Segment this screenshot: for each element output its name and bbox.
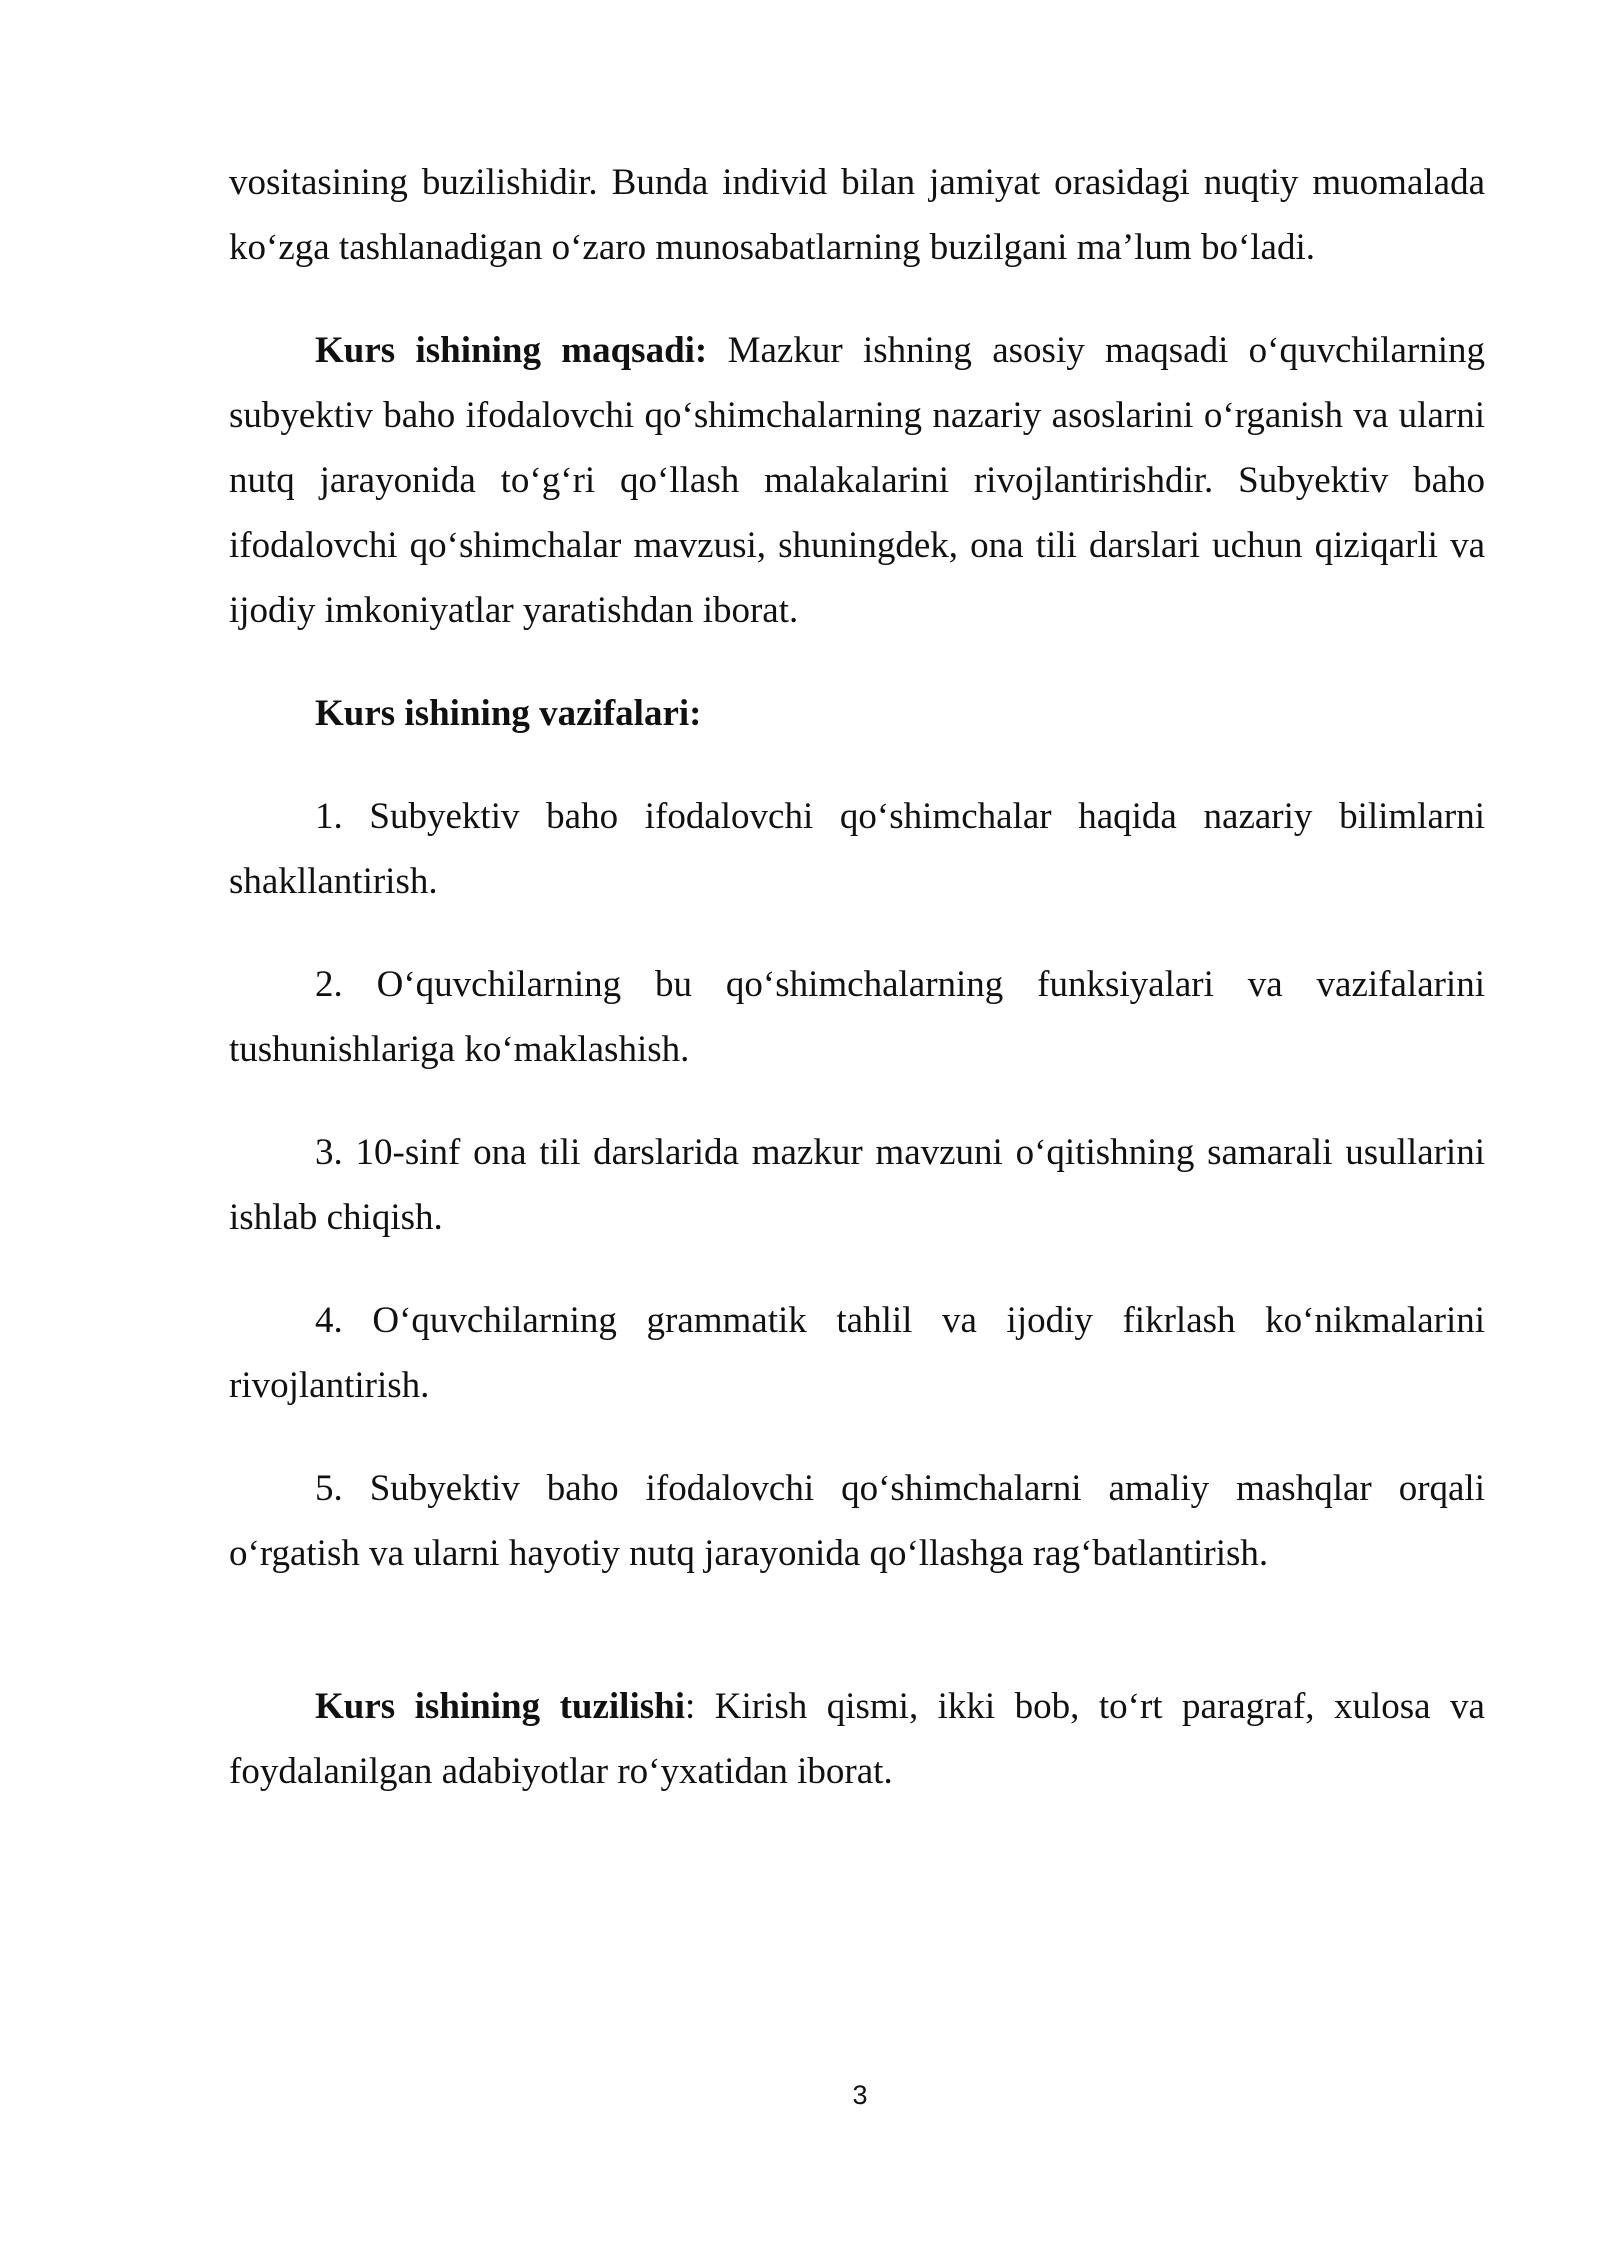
tasks-heading: Kurs ishining vazifalari:: [315, 693, 702, 734]
structure-heading: Kurs ishining tuzilishi: [315, 1686, 685, 1727]
structure-text: : Kirish qismi, ikki bob, to‘rt paragraf, xulosa va foydalanilgan adabiyotlar ro‘yxatidan iborat.: [229, 1686, 1485, 1792]
goal-text: Mazkur ishning asosiy maqsadi o‘quvchilarning subyektiv baho ifodalovchi qo‘shimchalarning nazariy asoslarini o‘rganish va ularni nutq jarayonida to‘g‘ri qo‘llash malakalarini rivojlantirishdir. Subyektiv baho ifodalovchi qo‘shimchalar mavzusi, shuningdek, ona tili darslari uchun qiziqarli va ijodiy imkoniyatlar yaratishdan iborat.: [229, 330, 1485, 631]
task-item-5: 5. Subyektiv baho ifodalovchi qo‘shimchalarni amaliy mashqlar orqali o‘rgatish va ularni hayotiy nutq jarayonida qo‘llashga rag‘batlantirish.: [229, 1468, 1485, 1574]
page-number: 3: [852, 2080, 868, 2110]
goal-paragraph: [229, 318, 1485, 643]
task-item-2: 2. O‘quvchilarning bu qo‘shimchalarning funksiyalari va vazifalarini tushunishlariga ko‘maklashish.: [229, 964, 1485, 1070]
task-item-1: 1. Subyektiv baho ifodalovchi qo‘shimchalar haqida nazariy bilimlarni shakllantirish.: [229, 796, 1485, 902]
task-item-4: 4. O‘quvchilarning grammatik tahlil va ijodiy fikrlash ko‘nikmalarini rivojlantirish.: [229, 1300, 1485, 1406]
goal-heading: Kurs ishining maqsadi:: [315, 330, 708, 371]
intro-continuation-paragraph: vositasining buzilishidir. Bunda individ bilan jamiyat orasidagi nuqtiy muomalada ko‘zga tashlanadigan o‘zaro munosabatlarning buzilgani ma’lum bo‘ladi.: [229, 162, 1485, 268]
structure-paragraph: [229, 1674, 1485, 1804]
page-body: [229, 150, 1485, 1804]
task-item-3: 3. 10-sinf ona tili darslarida mazkur mavzuni o‘qitishning samarali usullarini ishlab chiqish.: [229, 1132, 1485, 1238]
